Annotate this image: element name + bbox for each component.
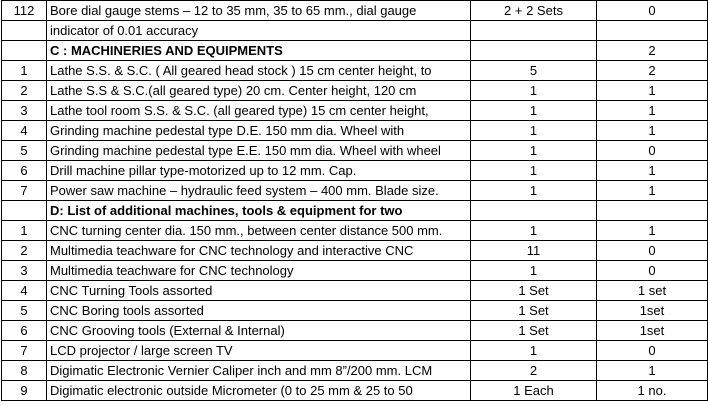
quantity-available-cell[interactable]: 0 <box>597 141 708 161</box>
quantity-available-cell[interactable]: 1 <box>597 181 708 201</box>
section-heading-row <box>2 201 708 221</box>
quantity-required-cell[interactable]: 1 Set <box>471 301 597 321</box>
quantity-available-cell[interactable]: 1set <box>597 321 708 341</box>
serial-number-cell[interactable]: 6 <box>2 321 47 341</box>
quantity-available-cell[interactable] <box>597 21 708 41</box>
quantity-available-cell[interactable]: 0 <box>597 261 708 281</box>
table-row <box>2 141 708 161</box>
description-cell[interactable]: Multimedia teachware for CNC technology and interactive CNC <box>47 241 471 261</box>
serial-number-cell[interactable]: 6 <box>2 161 47 181</box>
description-cell[interactable]: CNC turning center dia. 150 mm., between center distance 500 mm. <box>47 221 471 241</box>
description-cell[interactable]: indicator of 0.01 accuracy <box>47 21 471 41</box>
serial-number-cell[interactable]: 3 <box>2 101 47 121</box>
serial-number-cell[interactable]: 112 <box>2 1 47 21</box>
serial-number-cell[interactable]: 1 <box>2 221 47 241</box>
description-cell[interactable]: CNC Grooving tools (External & Internal) <box>47 321 471 341</box>
serial-number-cell[interactable]: 9 <box>2 381 47 401</box>
quantity-required-cell[interactable]: 5 <box>471 61 597 81</box>
quantity-required-cell[interactable]: 2 + 2 Sets <box>471 1 597 21</box>
quantity-required-cell[interactable] <box>471 21 597 41</box>
quantity-required-cell[interactable]: 2 <box>471 361 597 381</box>
quantity-available-cell[interactable]: 1 <box>597 81 708 101</box>
quantity-available-cell[interactable]: 1 <box>597 101 708 121</box>
quantity-available-cell[interactable]: 2 <box>597 41 708 61</box>
description-cell[interactable]: C : MACHINERIES AND EQUIPMENTS <box>47 41 471 61</box>
serial-number-cell[interactable]: 7 <box>2 181 47 201</box>
quantity-required-cell[interactable]: 1 <box>471 181 597 201</box>
table-row <box>2 181 708 201</box>
table-row <box>2 81 708 101</box>
quantity-required-cell[interactable]: 1 <box>471 101 597 121</box>
serial-number-cell[interactable]: 2 <box>2 81 47 101</box>
quantity-available-cell[interactable]: 1 <box>597 221 708 241</box>
quantity-required-cell[interactable] <box>471 41 597 61</box>
serial-number-cell[interactable]: 5 <box>2 301 47 321</box>
table-row <box>2 341 708 361</box>
quantity-required-cell[interactable]: 11 <box>471 241 597 261</box>
serial-number-cell[interactable] <box>2 21 47 41</box>
quantity-available-cell[interactable]: 0 <box>597 341 708 361</box>
quantity-available-cell[interactable] <box>597 201 708 221</box>
description-cell[interactable]: D: List of additional machines, tools & equipment for two <box>47 201 471 221</box>
quantity-available-cell[interactable]: 1set <box>597 301 708 321</box>
serial-number-cell[interactable]: 4 <box>2 281 47 301</box>
description-cell[interactable]: Grinding machine pedestal type E.E. 150 mm dia. Wheel with wheel <box>47 141 471 161</box>
description-cell[interactable]: Power saw machine – hydraulic feed system – 400 mm. Blade size. <box>47 181 471 201</box>
equipment-table-body <box>2 1 708 401</box>
equipment-table <box>1 0 708 401</box>
quantity-available-cell[interactable]: 1 <box>597 121 708 141</box>
description-cell[interactable]: CNC Boring tools assorted <box>47 301 471 321</box>
quantity-required-cell[interactable]: 1 Each <box>471 381 597 401</box>
table-row <box>2 241 708 261</box>
serial-number-cell[interactable]: 8 <box>2 361 47 381</box>
table-row <box>2 61 708 81</box>
quantity-available-cell[interactable]: 0 <box>597 241 708 261</box>
description-cell[interactable]: LCD projector / large screen TV <box>47 341 471 361</box>
description-cell[interactable]: Bore dial gauge stems – 12 to 35 mm, 35 to 65 mm., dial gauge <box>47 1 471 21</box>
quantity-available-cell[interactable]: 1 <box>597 361 708 381</box>
table-row <box>2 21 708 41</box>
quantity-required-cell[interactable]: 1 <box>471 141 597 161</box>
table-row <box>2 221 708 241</box>
serial-number-cell[interactable]: 5 <box>2 141 47 161</box>
table-row <box>2 1 708 21</box>
description-cell[interactable]: Lathe tool room S.S. & S.C. (all geared type) 15 cm center height, <box>47 101 471 121</box>
description-cell[interactable]: CNC Turning Tools assorted <box>47 281 471 301</box>
serial-number-cell[interactable]: 7 <box>2 341 47 361</box>
table-row <box>2 321 708 341</box>
description-cell[interactable]: Lathe S.S. & S.C. ( All geared head stock ) 15 cm center height, to <box>47 61 471 81</box>
serial-number-cell[interactable]: 1 <box>2 61 47 81</box>
serial-number-cell[interactable]: 3 <box>2 261 47 281</box>
table-row <box>2 261 708 281</box>
serial-number-cell[interactable]: 4 <box>2 121 47 141</box>
description-cell[interactable]: Grinding machine pedestal type D.E. 150 mm dia. Wheel with <box>47 121 471 141</box>
description-cell[interactable]: Digimatic Electronic Vernier Caliper inch and mm 8”/200 mm. LCM <box>47 361 471 381</box>
quantity-available-cell[interactable]: 0 <box>597 1 708 21</box>
table-row <box>2 121 708 141</box>
description-cell[interactable]: Drill machine pillar type-motorized up to 12 mm. Cap. <box>47 161 471 181</box>
section-heading-row <box>2 41 708 61</box>
table-row <box>2 161 708 181</box>
serial-number-cell[interactable] <box>2 41 47 61</box>
quantity-available-cell[interactable]: 1 <box>597 161 708 181</box>
description-cell[interactable]: Digimatic electronic outside Micrometer (0 to 25 mm & 25 to 50 <box>47 381 471 401</box>
description-cell[interactable]: Multimedia teachware for CNC technology <box>47 261 471 281</box>
serial-number-cell[interactable]: 2 <box>2 241 47 261</box>
table-row <box>2 281 708 301</box>
quantity-required-cell[interactable]: 1 <box>471 121 597 141</box>
table-row <box>2 381 708 401</box>
quantity-required-cell[interactable] <box>471 201 597 221</box>
quantity-required-cell[interactable]: 1 <box>471 221 597 241</box>
quantity-required-cell[interactable]: 1 Set <box>471 281 597 301</box>
quantity-required-cell[interactable]: 1 <box>471 81 597 101</box>
quantity-required-cell[interactable]: 1 <box>471 341 597 361</box>
table-row <box>2 301 708 321</box>
quantity-available-cell[interactable]: 1 set <box>597 281 708 301</box>
serial-number-cell[interactable] <box>2 201 47 221</box>
quantity-available-cell[interactable]: 1 no. <box>597 381 708 401</box>
table-row <box>2 361 708 381</box>
quantity-available-cell[interactable]: 2 <box>597 61 708 81</box>
table-row <box>2 101 708 121</box>
description-cell[interactable]: Lathe S.S & S.C.(all geared type) 20 cm. Center height, 120 cm <box>47 81 471 101</box>
quantity-required-cell[interactable]: 1 <box>471 261 597 281</box>
quantity-required-cell[interactable]: 1 <box>471 161 597 181</box>
quantity-required-cell[interactable]: 1 Set <box>471 321 597 341</box>
